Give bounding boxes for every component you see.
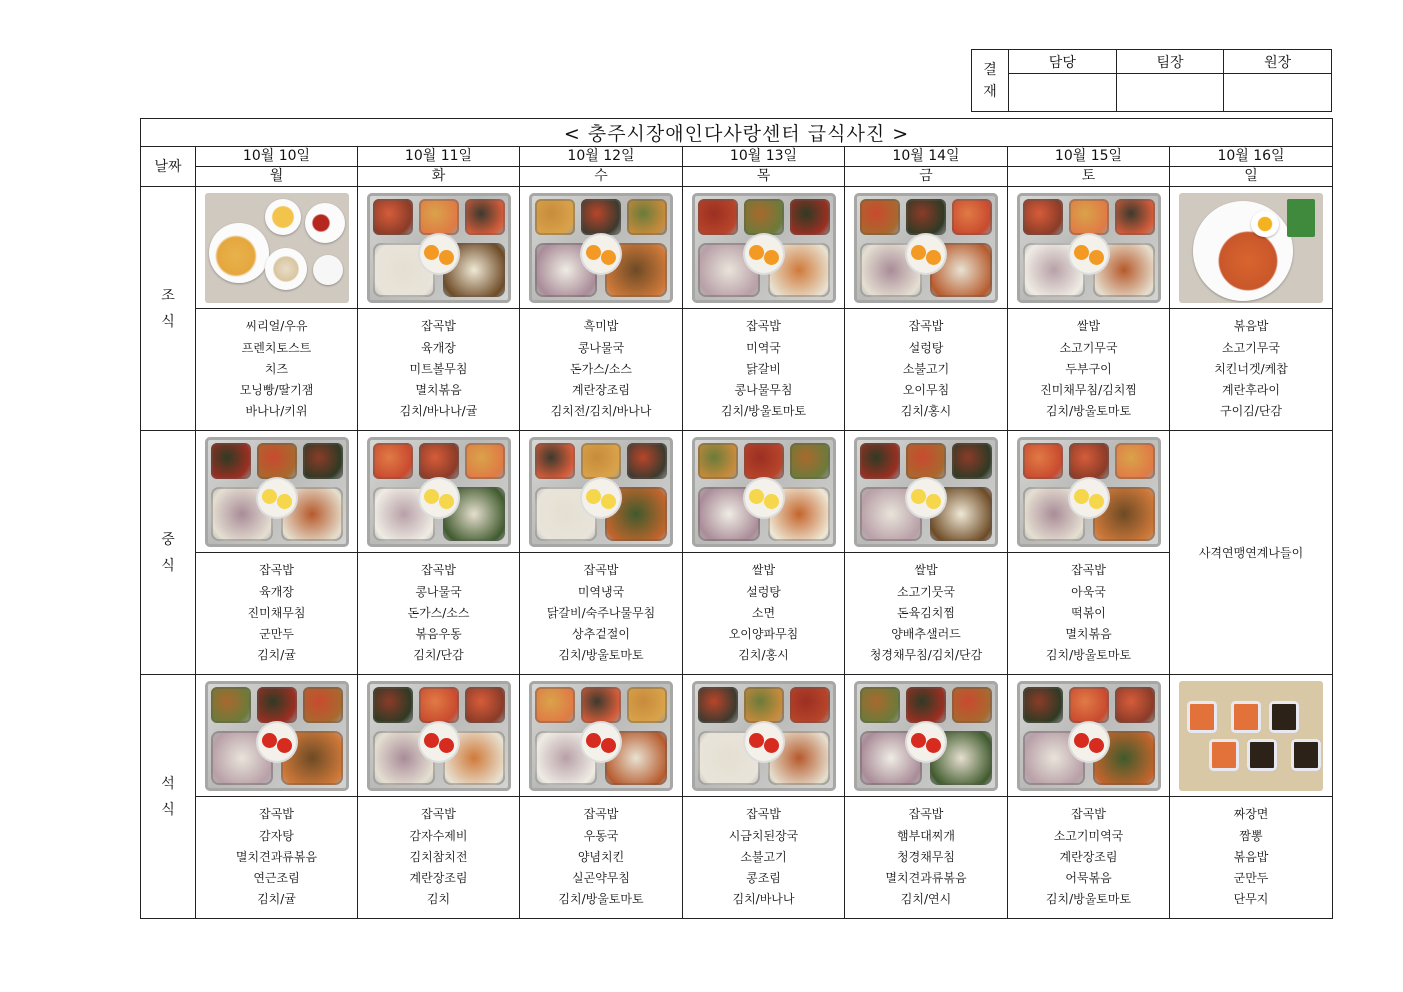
menu-item: 짜장면 <box>1233 807 1269 822</box>
menu-item: 치킨너겟/케찹 <box>1214 361 1288 376</box>
meal-photo <box>1017 437 1161 547</box>
menu-item: 미역국 <box>746 340 781 355</box>
menu-item: 쌀밥 <box>751 563 776 578</box>
meal-photo <box>205 193 349 303</box>
menu-item: 김치/홍시 <box>738 648 789 663</box>
meal-photo <box>692 437 836 547</box>
day-date: 10월 12일 <box>520 147 683 167</box>
meal-photo <box>1179 193 1323 303</box>
approval-sign-teamlead[interactable] <box>1116 74 1224 112</box>
menu-item: 미트볼무침 <box>409 361 468 376</box>
menu-item: 김치/방울토마토 <box>720 404 807 419</box>
menu-item: 소불고기 <box>902 361 950 376</box>
menu-item: 김치/방울토마토 <box>1045 648 1132 663</box>
meal-photo <box>1017 681 1161 791</box>
meal-label-top: 석 <box>161 775 175 792</box>
day-of-week: 일 <box>1170 167 1333 187</box>
menu-list <box>520 309 683 431</box>
menu-list <box>196 797 358 919</box>
menu-list <box>196 309 358 431</box>
meal-label-bottom: 식 <box>161 801 175 818</box>
menu-item: 치즈 <box>264 361 289 376</box>
approval-col-manager: 담당 <box>1009 50 1117 74</box>
photo-cell <box>683 187 845 309</box>
outing-note: 사격연맹연계나들이 <box>1170 431 1333 675</box>
menu-item: 김치/바나나 <box>732 892 795 907</box>
menu-item: 두부구이 <box>1065 361 1112 376</box>
menu-item: 김치/귤 <box>257 648 296 663</box>
approval-sign-manager[interactable] <box>1009 74 1117 112</box>
menu-item: 멸치견과류볶음 <box>885 871 967 886</box>
menu-item: 우동국 <box>583 828 619 843</box>
approval-col-teamlead: 팀장 <box>1116 50 1224 74</box>
day-of-week: 화 <box>358 167 520 187</box>
meal-photo <box>367 681 511 791</box>
meal-photo <box>205 437 349 547</box>
meal-label <box>141 675 196 919</box>
menu-item: 돈가스/소스 <box>407 605 470 620</box>
menu-list <box>845 553 1008 675</box>
meal-label <box>141 431 196 675</box>
menu-item: 소고기뭇국 <box>897 584 955 599</box>
photo-cell <box>1008 431 1170 553</box>
menu-list <box>845 309 1008 431</box>
day-of-week: 수 <box>520 167 683 187</box>
menu-item: 소불고기 <box>740 849 787 864</box>
day-date: 10월 10일 <box>196 147 358 167</box>
menu-item: 양념치킨 <box>577 849 625 864</box>
photo-cell <box>358 675 520 797</box>
menu-item: 잡곡밥 <box>421 563 456 578</box>
menu-list <box>520 553 683 675</box>
day-of-week: 월 <box>196 167 358 187</box>
approval-label-bottom: 재 <box>983 83 997 100</box>
menu-item: 김치참치전 <box>409 849 468 864</box>
photo-cell <box>196 431 358 553</box>
menu-list <box>358 797 520 919</box>
menu-list <box>683 553 845 675</box>
menu-item: 짬뽕 <box>1239 828 1263 843</box>
menu-item: 오이양파무침 <box>728 627 799 642</box>
menu-list <box>196 553 358 675</box>
menu-list <box>683 309 845 431</box>
menu-item: 멸치볶음 <box>1065 627 1112 642</box>
menu-item: 잡곡밥 <box>259 563 294 578</box>
menu-item: 미역냉국 <box>577 584 625 599</box>
menu-item: 소고기무국 <box>1059 340 1118 355</box>
menu-item: 진미채무침 <box>247 605 306 620</box>
menu-item: 구이김/단감 <box>1220 404 1283 419</box>
meal-photo <box>692 681 836 791</box>
menu-item: 김치/방울토마토 <box>1045 892 1132 907</box>
menu-item: 잡곡밥 <box>259 807 294 822</box>
day-date: 10월 15일 <box>1008 147 1170 167</box>
menu-item: 오이무침 <box>902 383 950 398</box>
photo-cell <box>520 187 683 309</box>
menu-item: 김치/홍시 <box>900 404 952 419</box>
menu-item: 햄부대찌개 <box>897 828 955 843</box>
menu-item: 김치/연시 <box>900 892 952 907</box>
photo-cell <box>358 187 520 309</box>
menu-item: 상추겉절이 <box>572 627 630 642</box>
photo-cell <box>196 675 358 797</box>
photo-cell <box>845 675 1008 797</box>
meal-photo <box>854 437 998 547</box>
day-of-week: 목 <box>683 167 845 187</box>
meal-label-top: 조 <box>161 287 175 304</box>
menu-item: 시금치된장국 <box>728 828 799 843</box>
menu-item: 감자수제비 <box>409 828 468 843</box>
photo-cell <box>520 675 683 797</box>
menu-item: 잡곡밥 <box>421 807 456 822</box>
menu-list <box>358 309 520 431</box>
meal-photo <box>529 193 673 303</box>
menu-item: 잡곡밥 <box>1071 807 1106 822</box>
menu-item: 실곤약무침 <box>572 871 630 886</box>
approval-col-director: 원장 <box>1224 50 1332 74</box>
approval-sign-director[interactable] <box>1224 74 1332 112</box>
menu-item: 김치전/김치/바나나 <box>550 404 652 419</box>
menu-item: 바나나/키위 <box>245 404 308 419</box>
meal-photo <box>1017 193 1161 303</box>
menu-item: 돈육김치찜 <box>897 605 955 620</box>
menu-item: 단무지 <box>1233 892 1269 907</box>
menu-item: 볶음밥 <box>1233 849 1269 864</box>
meal-photo <box>854 681 998 791</box>
menu-item: 볶음우동 <box>415 627 462 642</box>
photo-cell <box>1008 187 1170 309</box>
day-of-week: 금 <box>845 167 1008 187</box>
menu-item: 어묵볶음 <box>1065 871 1112 886</box>
photo-cell <box>358 431 520 553</box>
menu-item: 아욱국 <box>1071 584 1106 599</box>
menu-item: 떡볶이 <box>1071 605 1106 620</box>
menu-item: 흑미밥 <box>583 319 619 334</box>
day-date: 10월 11일 <box>358 147 520 167</box>
menu-item: 콩나물국 <box>577 340 625 355</box>
menu-list <box>1008 553 1170 675</box>
menu-list <box>683 797 845 919</box>
photo-cell <box>1170 675 1333 797</box>
meal-photo <box>529 681 673 791</box>
menu-item: 닭갈비 <box>746 361 781 376</box>
menu-item: 잡곡밥 <box>908 807 944 822</box>
menu-list <box>845 797 1008 919</box>
photo-cell <box>196 187 358 309</box>
menu-item: 멸치볶음 <box>415 383 462 398</box>
menu-item: 김치/방울토마토 <box>558 648 644 663</box>
photo-cell <box>683 675 845 797</box>
menu-item: 김치/단감 <box>413 648 464 663</box>
day-date: 10월 13일 <box>683 147 845 167</box>
menu-item: 계란장조림 <box>572 383 630 398</box>
menu-item: 잡곡밥 <box>421 319 456 334</box>
menu-item: 돈가스/소스 <box>569 361 632 376</box>
photo-cell <box>683 431 845 553</box>
photo-cell <box>1170 187 1333 309</box>
menu-item: 설렁탕 <box>746 584 781 599</box>
meal-photo <box>367 437 511 547</box>
menu-list <box>1008 309 1170 431</box>
photo-cell <box>520 431 683 553</box>
menu-item: 육개장 <box>259 584 294 599</box>
menu-item: 연근조림 <box>253 871 300 886</box>
menu-item: 설렁탕 <box>908 340 944 355</box>
menu-item: 청경채무침/김치/단감 <box>869 648 983 663</box>
menu-item: 김치/방울토마토 <box>1045 404 1132 419</box>
menu-item: 잡곡밥 <box>583 563 619 578</box>
menu-item: 쌀밥 <box>914 563 938 578</box>
menu-item: 잡곡밥 <box>1071 563 1106 578</box>
menu-item: 소면 <box>751 605 776 620</box>
approval-label-top: 결 <box>983 61 997 78</box>
menu-item: 청경채무침 <box>897 849 955 864</box>
menu-list <box>1170 309 1333 431</box>
meal-label-bottom: 식 <box>161 557 175 574</box>
menu-item: 군만두 <box>1233 871 1269 886</box>
menu-item: 소고기무국 <box>1222 340 1280 355</box>
photo-cell <box>845 187 1008 309</box>
menu-item: 잡곡밥 <box>746 807 781 822</box>
menu-item: 계란장조림 <box>409 871 468 886</box>
meal-photo-table <box>140 118 1333 919</box>
menu-item: 콩조림 <box>746 871 781 886</box>
menu-item: 볶음밥 <box>1233 319 1269 334</box>
meal-photo <box>529 437 673 547</box>
menu-item: 감자탕 <box>259 828 294 843</box>
menu-item: 잡곡밥 <box>908 319 944 334</box>
menu-item: 육개장 <box>421 340 456 355</box>
meal-label-top: 중 <box>161 531 175 548</box>
meal-label-bottom: 식 <box>161 313 175 330</box>
menu-list <box>1008 797 1170 919</box>
menu-item: 김치/방울토마토 <box>558 892 644 907</box>
menu-item: 잡곡밥 <box>583 807 619 822</box>
menu-list <box>1170 797 1333 919</box>
menu-list <box>358 553 520 675</box>
menu-item: 양배추샐러드 <box>891 627 961 642</box>
approval-box <box>971 49 1332 112</box>
meal-photo <box>1179 681 1323 791</box>
menu-item: 계란장조림 <box>1059 849 1118 864</box>
menu-item: 군만두 <box>259 627 294 642</box>
photo-cell <box>845 431 1008 553</box>
menu-item: 계란후라이 <box>1222 383 1280 398</box>
meal-photo <box>854 193 998 303</box>
menu-item: 닭갈비/숙주나물무침 <box>546 605 656 620</box>
menu-item: 모닝빵/딸기잼 <box>239 383 314 398</box>
meal-photo <box>692 193 836 303</box>
photo-cell <box>1008 675 1170 797</box>
menu-item: 진미채무침/김치찜 <box>1040 383 1137 398</box>
menu-item: 쌀밥 <box>1076 319 1101 334</box>
approval-label <box>972 50 1009 112</box>
menu-list <box>520 797 683 919</box>
menu-item: 프렌치토스트 <box>241 340 312 355</box>
day-date: 10월 14일 <box>845 147 1008 167</box>
date-header: 날짜 <box>141 147 196 187</box>
day-date: 10월 16일 <box>1170 147 1333 167</box>
menu-item: 김치 <box>426 892 451 907</box>
menu-item: 콩나물무침 <box>734 383 793 398</box>
menu-item: 잡곡밥 <box>746 319 781 334</box>
menu-item: 씨리얼/우유 <box>245 319 308 334</box>
meal-photo <box>367 193 511 303</box>
menu-item: 콩나물국 <box>415 584 462 599</box>
menu-item: 소고기미역국 <box>1053 828 1124 843</box>
menu-item: 멸치견과류볶음 <box>235 849 318 864</box>
meal-photo <box>205 681 349 791</box>
menu-item: 김치/바나나/귤 <box>399 404 478 419</box>
menu-item: 김치/귤 <box>257 892 296 907</box>
day-of-week: 토 <box>1008 167 1170 187</box>
page-title: < 충주시장애인다사랑센터 급식사진 > <box>141 119 1333 147</box>
meal-label <box>141 187 196 431</box>
